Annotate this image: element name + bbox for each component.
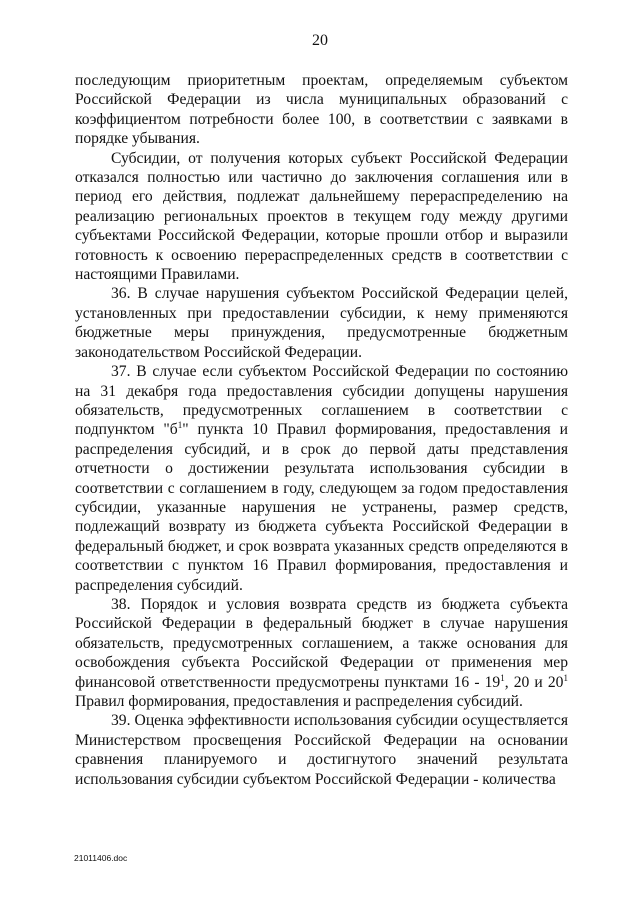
paragraph-item-37-part1: 37. В случае если субъектом Российской Федерации по состоянию на 31 декабря года предоставления субсидии допущены нарушения обязательств, предусмотренных соглашением в соответствии с подпунктом "б [75, 363, 568, 439]
paragraph-item-38-part3: Правил формирования, предоставления и распределения субсидий. [75, 693, 523, 710]
paragraph-item-37 [75, 362, 568, 595]
paragraph-subsidy-redistribution: Субсидии, от получения которых субъект Российской Федерации отказался полностью или частично до заключения соглашения или в период его действия, подлежат дальнейшему перераспределению на реализацию региональных проектов в текущем году между другими субъектами Российской Федерации, которые прошли отбор и выразили готовность к освоению перераспределенных средств в соответствии с настоящими Правилами. [75, 149, 568, 284]
paragraph-item-37-part2: " пункта 10 Правил формирования, предоставления и распределения субсидий, и в срок до первой даты представления отчетности о достижении результата использования субсидии в соответствии с соглашением в году, следующем за годом предоставления субсидии, указанные нарушения не устранены, размер средств, подлежащий возврату из бюджета субъекта Российской Федерации в федеральный бюджет, и срок возврата указанных средств определяются в соответствии с пунктом 16 Правил формирования, предоставления и распределения субсидий. [75, 421, 568, 594]
paragraph-item-36: 36. В случае нарушения субъектом Российской Федерации целей, установленных при предоставлении субсидии, к нему применяются бюджетные меры принуждения, предусмотренные бюджетным законодательством Российской Федерации. [75, 285, 568, 361]
document-body [75, 71, 568, 789]
document-file-id: 21011406.doc [74, 853, 128, 863]
paragraph-item-39: 39. Оценка эффективности использования субсидии осуществляется Министерством просвещения Российской Федерации на основании сравнения планируемого и достигнутого значений результата использования субсидии субъектом Российской Федерации - количества [75, 712, 568, 788]
superscript-1: 1 [563, 672, 568, 683]
paragraph-item-38-part2: , 20 и 20 [504, 673, 564, 691]
paragraph-continuation: последующим приоритетным проектам, определяемым субъектом Российской Федерации из числа муниципальных образований с коэффициентом потребности более 100, в соответствии с заявками в порядке убывания. [75, 72, 568, 148]
paragraph-item-38-part1: 38. Порядок и условия возврата средств из бюджета субъекта Российской Федерации в федеральный бюджет в случае нарушения обязательств, предусмотренных соглашением, а также основания для освобождения субъекта Российской Федерации от применения мер финансовой ответственности предусмотрены пунктами 16 - 19 [75, 595, 568, 691]
paragraph-item-38 [75, 595, 568, 711]
page-number: 20 [312, 32, 328, 49]
superscript-1: 1 [500, 672, 505, 683]
superscript-1: 1 [177, 420, 183, 431]
